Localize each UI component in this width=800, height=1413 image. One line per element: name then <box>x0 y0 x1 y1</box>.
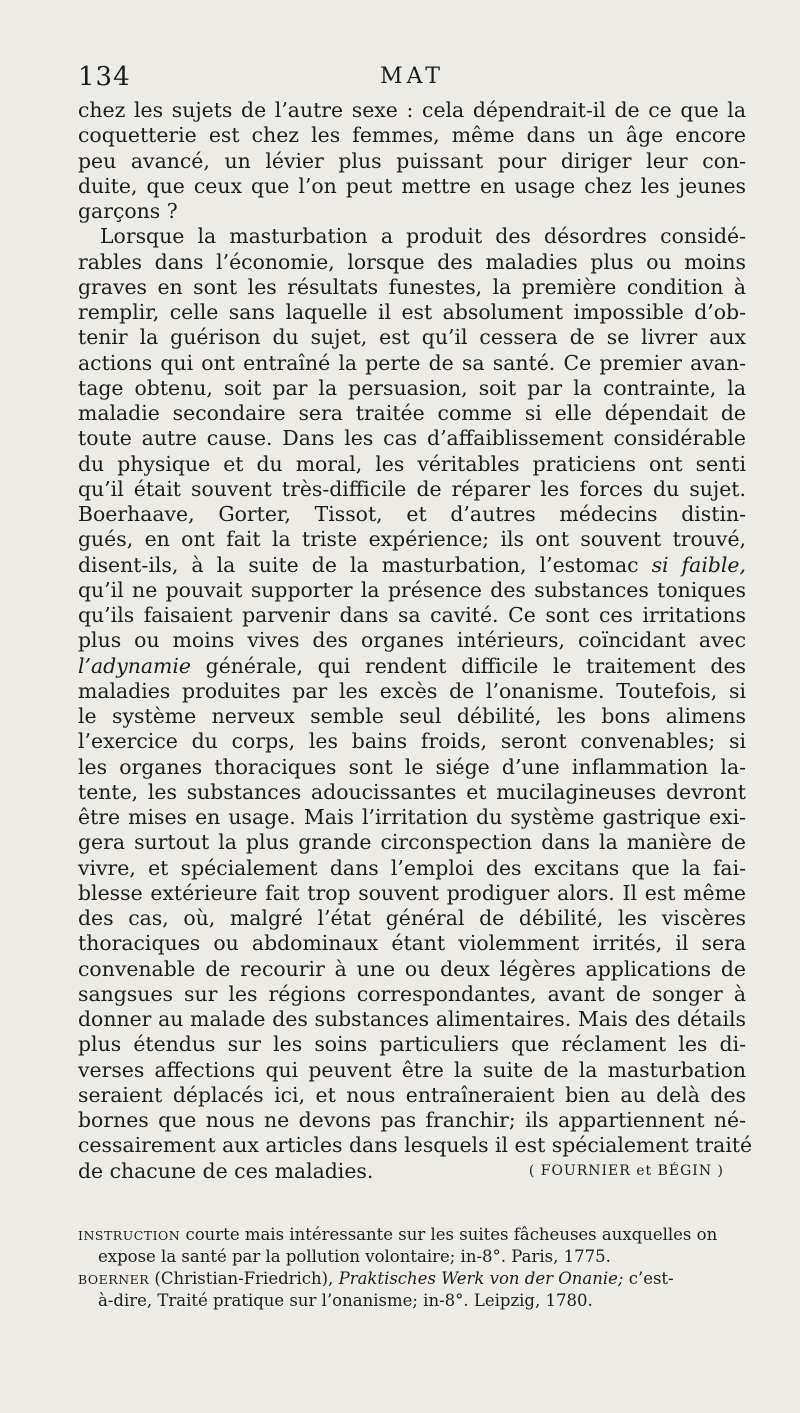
text-line: l’exercice du corps, les bains froids, seront convenables; si <box>78 729 746 754</box>
text-line: gera surtout la plus grande circonspection dans la manière de <box>78 830 746 855</box>
text-line: maladie secondaire sera traitée comme si elle dépendait de <box>78 401 746 425</box>
bibliography <box>78 1224 746 1312</box>
text-line: qu’il ne pouvait supporter la présence des substances toniques <box>78 577 746 602</box>
page-number: 134 <box>78 62 131 92</box>
page-header <box>78 62 746 96</box>
bib-entry-continuation: à-dire, Traité pratique sur l’onanisme; in-8°. Leipzig, 1780. <box>98 1291 593 1310</box>
text-line: les organes thoraciques sont le siége d’une inflammation la- <box>78 754 746 779</box>
text-line: qu’il était souvent très-difficile de réparer les forces du sujet. <box>78 476 746 501</box>
author-signature: ( FOURNIER et BÉGIN ) <box>528 1162 724 1179</box>
text-line: actions qui ont entraîné la perte de sa santé. Ce premier avan- <box>78 350 746 375</box>
text-segment: de chacune de ces maladies. <box>78 1158 374 1183</box>
bib-entry-continuation: expose la santé par la pollution volontaire; in-8°. Paris, 1775. <box>98 1247 611 1266</box>
text-line: duite, que ceux que l’on peut mettre en usage chez les jeunes <box>78 173 746 198</box>
text-segment: disent-ils, à la suite de la masturbation, l’estomac <box>78 552 639 577</box>
text-line: des cas, où, malgré l’état général de débilité, les viscères <box>78 906 746 930</box>
text-line: tente, les substances adoucissantes et mucilagineuses devront <box>78 779 746 804</box>
text-line: remplir, celle sans laquelle il est absolument impossible d’ob- <box>78 300 746 324</box>
bib-entry-boerner <box>78 1268 746 1290</box>
main-text <box>78 98 753 1184</box>
text-line: qu’ils faisaient parvenir dans sa cavité. Ce sont ces irritations <box>78 603 746 627</box>
bib-entry-instruction <box>78 1224 746 1246</box>
bib-label: INSTRUCTION <box>78 1228 181 1243</box>
text-line: Boerhaave, Gorter, Tissot, et d’autres médecins distin- <box>78 502 746 526</box>
text-line: seraient déplacés ici, et nous entraîneraient bien au delà des <box>78 1082 746 1107</box>
text-line: cessairement aux articles dans lesquels il est spécialement traité <box>78 1133 753 1158</box>
text-line: toute autre cause. Dans les cas d’affaiblissement considérable <box>78 426 746 451</box>
text-line: coquetterie est chez les femmes, même dans un âge encore <box>78 123 746 148</box>
text-line-with-italic <box>78 654 746 679</box>
text-line: du physique et du moral, les véritables praticiens ont senti <box>78 451 746 476</box>
text-segment: générale, qui rendent difficile le traitement des <box>205 653 746 678</box>
bib-title: Praktisches Werk von der Onanie; <box>338 1269 624 1288</box>
text-line: donner au malade des substances alimentaires. Mais des détails <box>78 1007 746 1031</box>
running-head: MAT <box>380 64 444 89</box>
text-line: le système nerveux semble seul débilité, les bons alimens <box>78 704 746 728</box>
paragraph-start-line: Lorsque la masturbation a produit des désordres considé- <box>100 224 746 249</box>
text-line: plus étendus sur les soins particuliers que réclament les di- <box>78 1032 746 1057</box>
text-line: peu avancé, un lévier plus puissant pour diriger leur con- <box>78 148 746 173</box>
text-line: blesse extérieure fait trop souvent prodiguer alors. Il est même <box>78 880 746 905</box>
text-line: maladies produites par les excès de l’onanisme. Toutefois, si <box>78 678 746 703</box>
text-line: graves en sont les résultats funestes, la première condition à <box>78 274 746 299</box>
bib-text: c’est- <box>623 1269 674 1288</box>
text-line: convenable de recourir à une ou deux légères applications de <box>78 956 746 981</box>
text-line: verses affections qui peuvent être la suite de la masturbation <box>78 1057 746 1082</box>
text-line: gués, en ont fait la triste expérience; ils ont souvent trouvé, <box>78 527 746 552</box>
text-line: tenir la guérison du sujet, est qu’il cessera de se livrer aux <box>78 325 746 350</box>
final-line <box>78 1159 746 1184</box>
text-line: vivre, et spécialement dans l’emploi des excitans que la fai- <box>78 855 746 880</box>
text-line: tage obtenu, soit par la persuasion, soit par la contrainte, la <box>78 375 746 400</box>
text-line: rables dans l’économie, lorsque des maladies plus ou moins <box>78 249 746 274</box>
text-line: thoraciques ou abdominaux étant violemment irrités, il sera <box>78 931 746 956</box>
italic-term: l’adynamie <box>78 653 191 678</box>
bib-text: courte mais intéressante sur les suites fâcheuses auxquelles on <box>180 1225 718 1244</box>
text-line: garçons ? <box>78 199 178 223</box>
text-line: sangsues sur les régions correspondantes, avant de songer à <box>78 981 746 1006</box>
italic-phrase: si faible, <box>651 552 746 577</box>
bib-label: BOERNER <box>78 1272 150 1287</box>
text-line: bornes que nous ne devons pas franchir; ils appartiennent né- <box>78 1108 746 1132</box>
text-line: être mises en usage. Mais l’irritation du système gastrique exi- <box>78 805 746 829</box>
text-line: chez les sujets de l’autre sexe : cela dépendrait-il de ce que la <box>78 98 746 122</box>
bib-author: (Christian-Friedrich), <box>149 1269 339 1288</box>
text-line-with-italic <box>78 553 746 578</box>
text-line: plus ou moins vives des organes intérieurs, coïncidant avec <box>78 628 746 653</box>
